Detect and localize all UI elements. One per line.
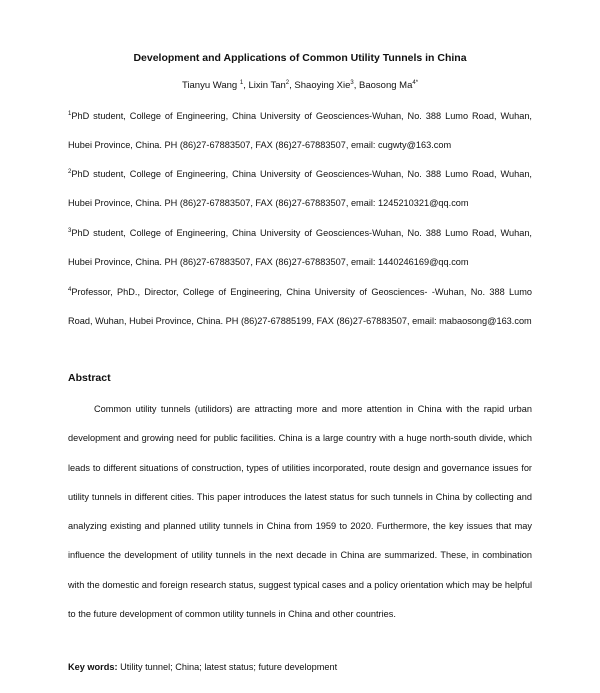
affiliation-mark: 4: [68, 286, 72, 293]
affiliation-1: [68, 102, 532, 161]
author-list: Tianyu Wang $^1$, Lixin Tan$^2$, Shaoying Xie$^3$, Baosong $Ma^{4*}$: [181, 79, 419, 91]
keywords-text: Utility tunnel; China; latest status; future development: [120, 662, 338, 672]
author-mark: 4*: [412, 79, 419, 86]
affiliation-text: PhD student, College of Engineering, China University of Geosciences-Wuhan, No. 388 Lumo Road, Wuhan, Hubei Province, China. PH (86)27-67883507, FAX (86)27-67883507, email: 1440246169@qq.com: [68, 228, 532, 268]
affiliation-text: PhD student, College of Engineering, China University of Geosciences-Wuhan, No. 388 Lumo Road, Wuhan, Hubei Province, China. PH (86)27-67883507, FAX (86)27-67883507, email: 1245210321@qq.com: [68, 169, 532, 209]
abstract-heading: Abstract: [68, 372, 111, 384]
affiliation-text: Professor, PhD., Director, College of Engineering, China University of Geosciences- -Wuhan, No. 388 Lumo Road, Wuhan, Hubei Province, China. PH (86)27-67885199, FAX (86)27-67883507, email: mabaosong@163.com: [68, 287, 532, 327]
affiliation-mark: 1: [68, 110, 72, 117]
affiliation-3: [68, 219, 532, 278]
abstract-body: Common utility tunnels (utilidors) are attracting more and more attention in China with the rapid urban development and growing need for public facilities. China is a large country with a huge north-south divide, which leads to different situations of construction, types of utilities incorporated, route design and governance issues for utility tunnels in different cities. This paper introduces the latest status for such tunnels in China by collecting and analyzing existing and planned utility tunnels in China from 1959 to 2020. Furthermore, the key issues that may influence the development of utility tunnels in the next decade in China are summarized. These, in combination with the domestic and foreign research status, suggest typical cases and a policy orientation which may be helpful to the future development of common utility tunnels in China and other countries.: [68, 404, 532, 620]
affiliation-mark: 2: [68, 168, 72, 175]
keywords: [68, 662, 337, 672]
author-mark: 1: [239, 79, 244, 86]
keywords-label: Key words:: [68, 662, 118, 672]
author-name: Baosong Ma: [359, 80, 413, 91]
author-name: Tianyu Wang: [181, 80, 238, 91]
affiliation-mark: 3: [68, 227, 72, 234]
author-name: Shaoying Xie: [294, 80, 351, 91]
author-name: Lixin Tan: [248, 80, 286, 91]
affiliation-text: PhD student, College of Engineering, China University of Geosciences-Wuhan, No. 388 Lumo Road, Wuhan, Hubei Province, China. PH (86)27-67883507, FAX (86)27-67883507, email: cugwty@163.com: [68, 111, 532, 151]
author-mark: 3: [350, 79, 354, 86]
paper-title: Development and Applications of Common Utility Tunnels in China: [133, 52, 467, 64]
author-mark: 2: [285, 79, 290, 86]
affiliation-4: [68, 278, 532, 337]
affiliation-2: [68, 160, 532, 219]
